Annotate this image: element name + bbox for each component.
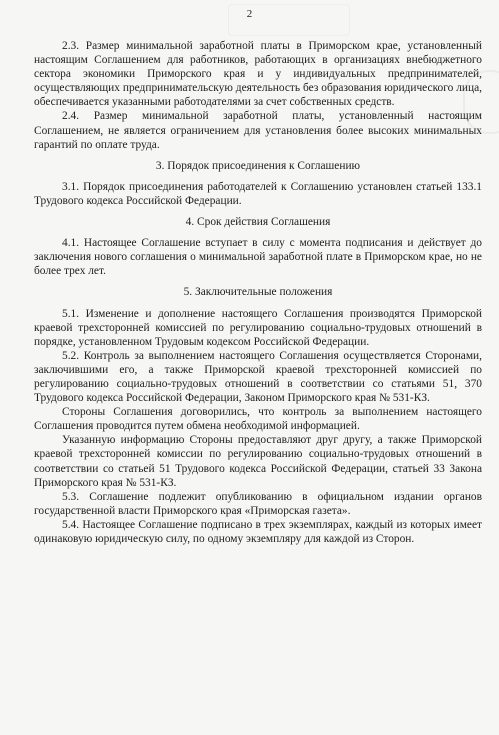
paragraph-5-2: 5.2. Контроль за выполнением настоящего Соглашения осуществляется Сторонами, заключившими его, а также Приморской краевой трехсторонней комиссией по регулированию социально-трудовых отношений в соответствии со статьями 51, 370 Трудового кодекса Российской Федерации, Законом Приморского края № 531-КЗ.	[34, 349, 482, 405]
paragraph-5-2-information: Указанную информацию Стороны предоставляют друг другу, а также Приморской краевой трехсторонней комиссии по регулированию социально-трудовых отношений в соответствии со статьей 51 Трудового кодекса Российской Федерации, статьей 33 Закона Приморского края № 531-КЗ.	[34, 434, 482, 489]
paragraph-5-4: 5.4. Настоящее Соглашение подписано в трех экземплярах, каждый из которых имеет одинаковую юридическую силу, по одному экземпляру для каждой из Сторон.	[34, 518, 482, 545]
section-heading-4: 4. Срок действия Соглашения	[185, 216, 331, 229]
section-heading-3: 3. Порядок присоединения к Соглашению	[155, 159, 361, 172]
paragraph-5-1: 5.1. Изменение и дополнение настоящего Соглашения производятся Приморской краевой трехсторонней комиссией по регулированию социально-трудовых отношений в порядке, установленном Трудовым кодексом Российской Федерации.	[34, 307, 482, 348]
paragraph-5-3: 5.3. Соглашение подлежит опубликованию в официальном издании органов государственной власти Приморского края «Приморская газета».	[34, 490, 482, 517]
paragraph-2-4: 2.4. Размер минимальной заработной платы, установленный настоящим Соглашением, не является ограничением для установления более высоких минимальных гарантий по оплате труда.	[34, 110, 482, 151]
page-number: 2	[246, 8, 253, 20]
paragraph-5-2-parties: Стороны Соглашения договорились, что контроль за выполнением настоящего Соглашения проводится путем обмена необходимой информацией.	[34, 406, 482, 433]
paragraph-4-1: 4.1. Настоящее Соглашение вступает в силу с момента подписания и действует до заключения нового соглашения о минимальной заработной плате в Приморском крае, но не более трех лет.	[34, 237, 482, 278]
section-heading-5: 5. Заключительные положения	[183, 286, 333, 299]
paragraph-2-3: 2.3. Размер минимальной заработной платы в Приморском крае, установленный настоящим Соглашением для работников, работающих в организациях внебюджетного сектора экономики Приморского края и у индивидуальных предпринимателей, осуществляющих предпринимательскую деятельность без образования юридического лица, обеспечивается указанными работодателями за счет собственных средств.	[34, 40, 482, 109]
document-body	[34, 39, 482, 546]
paragraph-3-1: 3.1. Порядок присоединения работодателей к Соглашению установлен статьей 133.1 Трудового кодекса Российской Федерации.	[34, 180, 482, 207]
